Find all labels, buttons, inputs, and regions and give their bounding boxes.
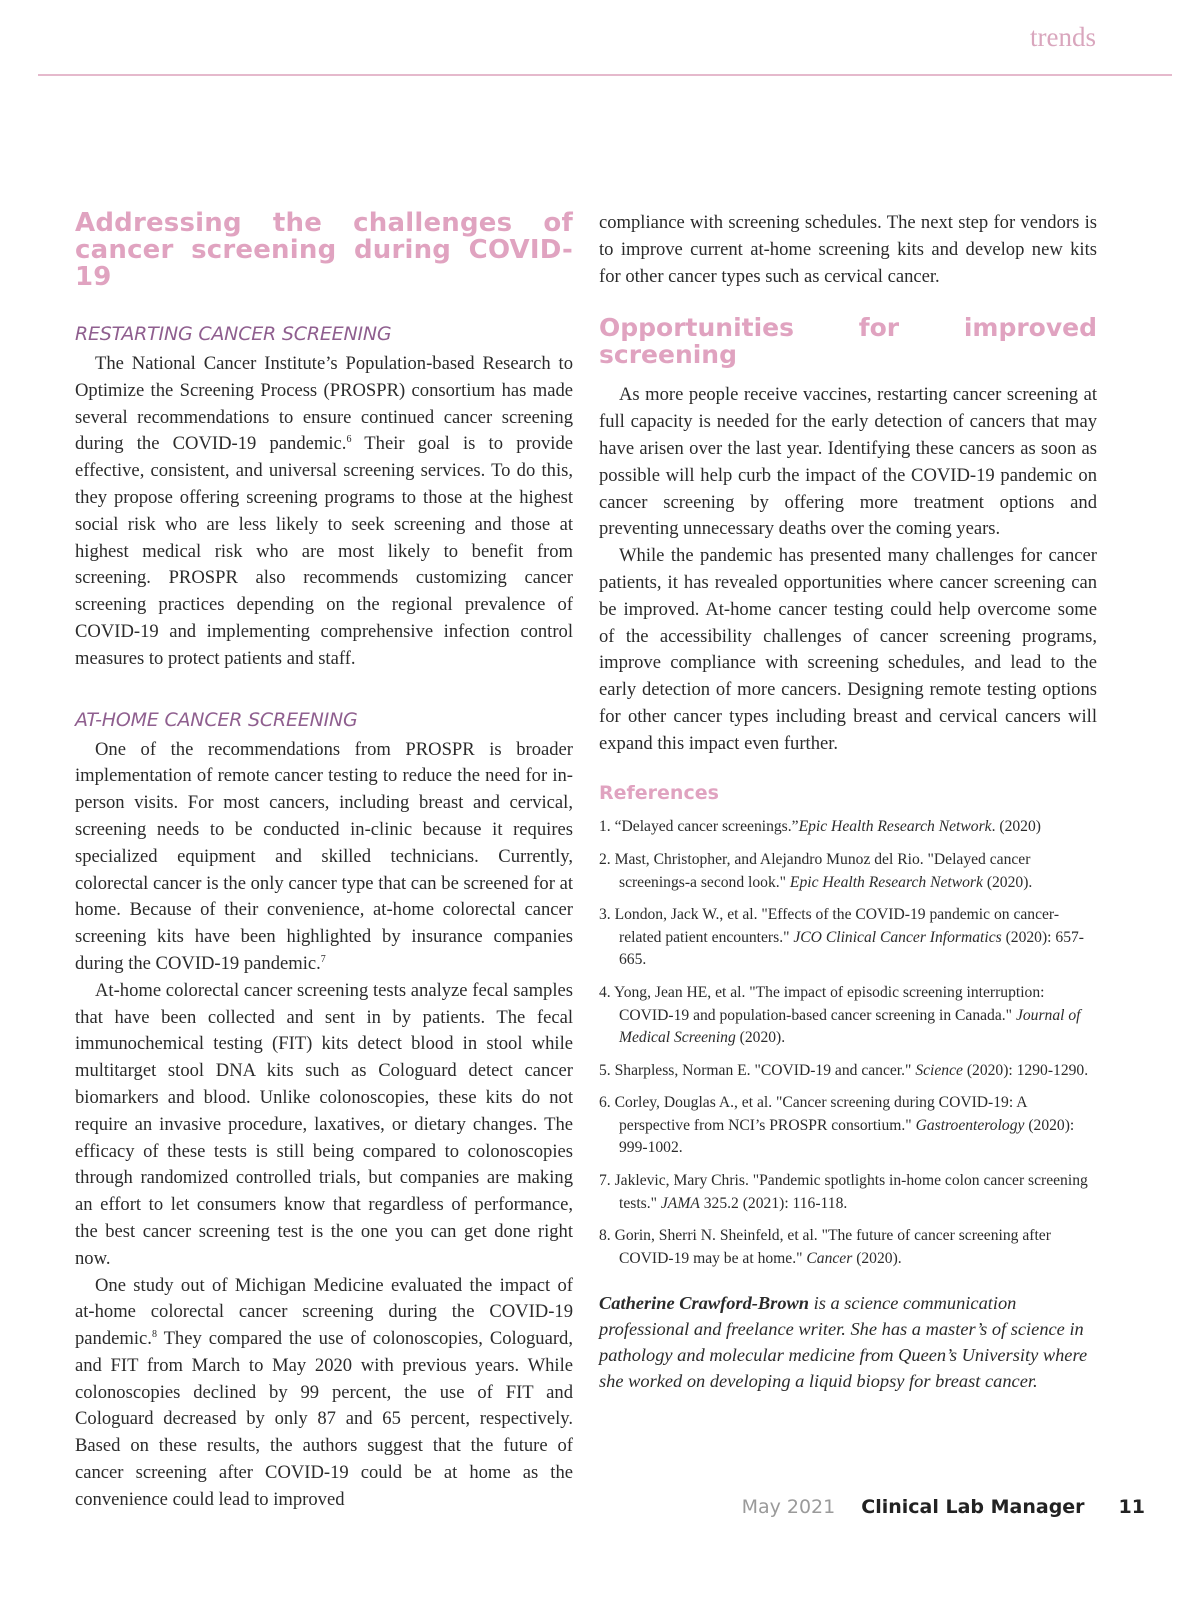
subhead-at-home: AT-HOME CANCER SCREENING [75, 708, 358, 731]
page-footer [742, 1496, 1145, 1518]
issue-date: May 2021 [741, 1496, 836, 1518]
paragraph-at-home-2: At-home colorectal cancer screening tests analyze fecal samples that have been collected and sent in by patients. The fecal immunochemical testing (FIT) kits detect blood in stool while multitarget stool DNA kits such as Cologuard detect cancer biomarkers and blood. Unlike colonoscopies, these kits do not require an invasive procedure, laxatives, or dietary changes. The efficacy of these tests is still being compared to colonoscopies through randomized controlled trials, but companies are making an effort to let consumers know that regardless of performance, the best cancer screening test is the one you can get done right now. [75, 979, 573, 1269]
right-column [599, 210, 1097, 1394]
left-column [75, 210, 573, 1514]
header-divider [38, 74, 1172, 76]
magazine-name: Clinical Lab Manager [861, 1496, 1085, 1518]
citation-6: 6 [346, 434, 352, 446]
author-name: Catherine Crawford-Brown [599, 1293, 810, 1314]
subhead-restarting: RESTARTING CANCER SCREENING [75, 323, 392, 345]
citation-7: 7 [320, 953, 326, 965]
reference-item: 7. Jaklevic, Mary Chris. "Pandemic spotlights in-home colon cancer screening tests." JAMA 325.2 (2021): 116-118. [599, 1172, 1088, 1212]
citation-8: 8 [151, 1328, 157, 1340]
paragraph-restarting: The National Cancer Institute’s Population-based Research to Optimize the Screening Process (PROSPR) consortium has made several recommendations to ensure continued cancer screening during the COVID-19 pandemic.$^6$ Their goal is to provide effective, consistent, and universal screening services. To do this, they propose offering screening programs to those at the highest social risk who are less likely to seek screening and those at highest medical risk who are most likely to benefit from screening. PROSPR also recommends customizing cancer screening practices depending on the regional prevalence of COVID-19 and implementing comprehensive infection control measures to protect patients and staff. [75, 353, 573, 669]
paragraph-at-home-1: One of the recommendations from PROSPR is broader implementation of remote cancer testing to reduce the need for in-person visits. For most cancers, including breast and cervical, screening needs to be conducted in-clinic because it requires specialized equipment and skilled technicians. Currently, colorectal cancer is the only cancer type that can be screened for at home. Because of their convenience, at-home colorectal cancer screening kits have been highlighted by insurance companies during the COVID-19 pandemic.$^7$ [75, 738, 573, 974]
paragraph-at-home-3: One study out of Michigan Medicine evaluated the impact of at-home colorectal cancer screening during the COVID-19 pandemic.$^8$ They compared the use of colonoscopies, Cologuard, and FIT from March to May 2020 with previous years. While colonoscopies declined by 99 percent, the use of FIT and Cologuard decreased by only 87 and 65 percent, respectively. Based on these results, the authors suggest that the future of cancer screening after COVID-19 could be at home as the convenience could lead to improved [75, 1274, 573, 1510]
paragraph-continued: compliance with screening schedules. The next step for vendors is to improve current at-home screening kits and develop new kits for other cancer types such as cervical cancer. [599, 212, 1097, 287]
article-title: Addressing the challenges of cancer screening during COVID-19 [75, 208, 573, 292]
reference-item: 5. Sharpless, Norman E. "COVID-19 and cancer." Science (2020): 1290-1290. [599, 1061, 1089, 1079]
reference-item: 1. “Delayed cancer screenings.”Epic Health Research Network. (2020) [599, 818, 1041, 836]
heading-opportunities: Opportunities for improved screening [599, 313, 1097, 370]
references-heading: References [599, 781, 719, 804]
reference-item: 8. Gorin, Sherri N. Sheinfeld, et al. "The future of cancer screening after COVID-19 may be at home." Cancer (2020). [599, 1227, 1051, 1267]
author-bio: Catherine Crawford-Brown is a science communication professional and freelance writer. She has a master’s of science in pathology and molecular medicine from Queen’s University where she worked on developing a liquid biopsy for breast cancer. [599, 1293, 1088, 1392]
paragraph-opportunities-2: While the pandemic has presented many challenges for cancer patients, it has revealed opportunities where cancer screening can be improved. At-home cancer testing could help overcome some of the accessibility challenges of cancer screening programs, improve compliance with screening schedules, and lead to the early detection of more cancers. Designing remote testing options for other cancer types including breast and cervical cancers will expand this impact even further. [599, 545, 1097, 754]
section-tag: trends [1030, 22, 1096, 52]
paragraph-opportunities-1: As more people receive vaccines, restarting cancer screening at full capacity is needed for the early detection of cancers that may have arisen over the last year. Identifying these cancers as soon as possible will help curb the impact of the COVID-19 pandemic on cancer screening by offering more treatment options and preventing unnecessary deaths over the coming years. [599, 384, 1097, 540]
reference-item: 2. Mast, Christopher, and Alejandro Munoz del Rio. "Delayed cancer screenings-a second look." Epic Health Research Network (2020). [599, 850, 1033, 891]
reference-item: 3. London, Jack W., et al. "Effects of the COVID-19 pandemic on cancer-related patient encounters." JCO Clinical Cancer Informatics (2020): 657-665. [599, 906, 1084, 969]
reference-item: 6. Corley, Douglas A., et al. "Cancer screening during COVID-19: A perspective from NCI’s PROSPR consortium." Gastroenterology (2020): 999-1002. [599, 1094, 1075, 1157]
page-number: 11 [1118, 1496, 1145, 1518]
reference-item: 4. Yong, Jean HE, et al. "The impact of episodic screening interruption: COVID-19 and population-based cancer screening in Canada." Journal of Medical Screening (2020). [599, 983, 1081, 1047]
references-list [599, 816, 1097, 1270]
